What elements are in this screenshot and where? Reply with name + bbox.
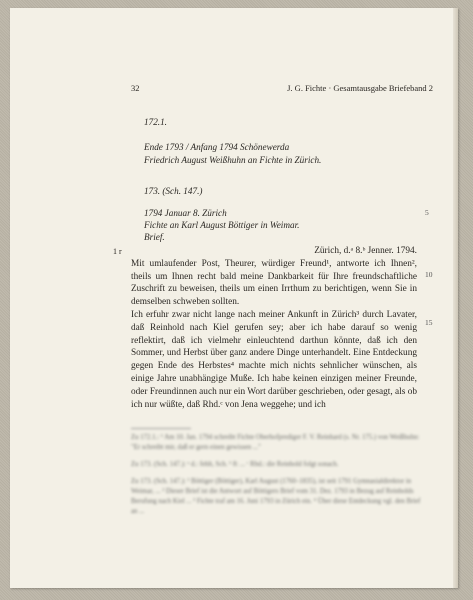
letter-paragraph-1: Mit umlaufender Post, Theurer, würdiger Freund¹, antworte ich Ihnen², theils um Ihnen recht bald meine Dankbarkeit für Ihre freundschaftliche Zuschrift zu beweisen, theils um einen Irrthum zu berichtigen, wenn Sie in demselben schweben sollten. [131,258,417,308]
page-spine-edge [453,8,458,588]
entry-173-number: 173. (Sch. 147.) [144,186,203,196]
letter-body [131,245,417,411]
entry-172-number: 172.1. [144,117,167,127]
entry-172-date-place: Ende 1793 / Anfang 1794 Schönewerda [144,142,290,152]
footnote-separator [131,428,191,429]
entry-173-title: Fichte an Karl August Böttiger in Weimar. [144,220,300,230]
line-number-5: 5 [425,208,429,217]
letter-dateline: Zürich, d.ᵃ 8.ᵇ Jenner. 1794. [314,246,417,256]
letter-paragraph-2: Ich erfuhr zwar nicht lange nach meiner Ankunft in Zürich³ durch Lavater, daß Reinhold nach Kiel gerufen sey; aber ich habe darauf so wenig reflektirt, daß ich vielmehr einleuchtend darthun könnte, daß ich den Sommer, und Herbst über ganz andere Dinge unterhandelt. Eine Entdeckung gegen Ende des Herbstes⁴ machte mich nichts sehnlicher wünschen, als einige Jahre unabhängige Muße. Ich habe keinen einzigen meiner Freunde, oder Freundinnen auch nur ein Wort darüber geschrieben, oder gesagt, als ob ich nur wüßte, daß Rhd.ᶜ von Jena weggehe; und ich [131,309,417,410]
line-number-10: 10 [425,270,433,279]
footnote-1: Zu 172.1.: ¹ Am 10. Jan. 1794 schreibt Fichte Oberhofprediger F. V. Reinhard (s. Nr. 175.) von Weißhuhn: "Er schreibt mir, daß er gern einen gewissen ..." [131,434,420,451]
footnote-2: Zu 173. (Sch. 147.): ᵃ d.: fehlt, Sch. ᵇ 8: ... ᶜ Rhd.: die Reinhold folgt sonach. [131,461,339,468]
folio-marker: 1 r [113,247,122,256]
footnotes-section [131,428,421,524]
line-number-15: 15 [425,318,433,327]
page-number: 32 [131,83,140,93]
entry-173-type: Brief. [144,232,165,242]
entry-172-title: Friedrich August Weißhuhn an Fichte in Zürich. [144,155,322,165]
running-title: J. G. Fichte · Gesamtausgabe Briefeband 2 [287,83,433,93]
footnote-3: Zu 173. (Sch. 147.): ¹ Böttiger (Böttiger), Karl August (1760–1835), ist seit 1791 Gymnasialdirektor in Weimar, ... ² Dieser Brief ist die Antwort auf Böttigers Brief vom 31. Dez. 1793 in Bezug auf Reinholds Berufung nach Kiel ... ³ Fichte traf am 16. Juni 1793 in Zürich ein. ⁴ Über diese Entdeckung vgl. den Brief an ... [131,478,421,515]
entry-173-date-place: 1794 Januar 8. Zürich [144,208,227,218]
